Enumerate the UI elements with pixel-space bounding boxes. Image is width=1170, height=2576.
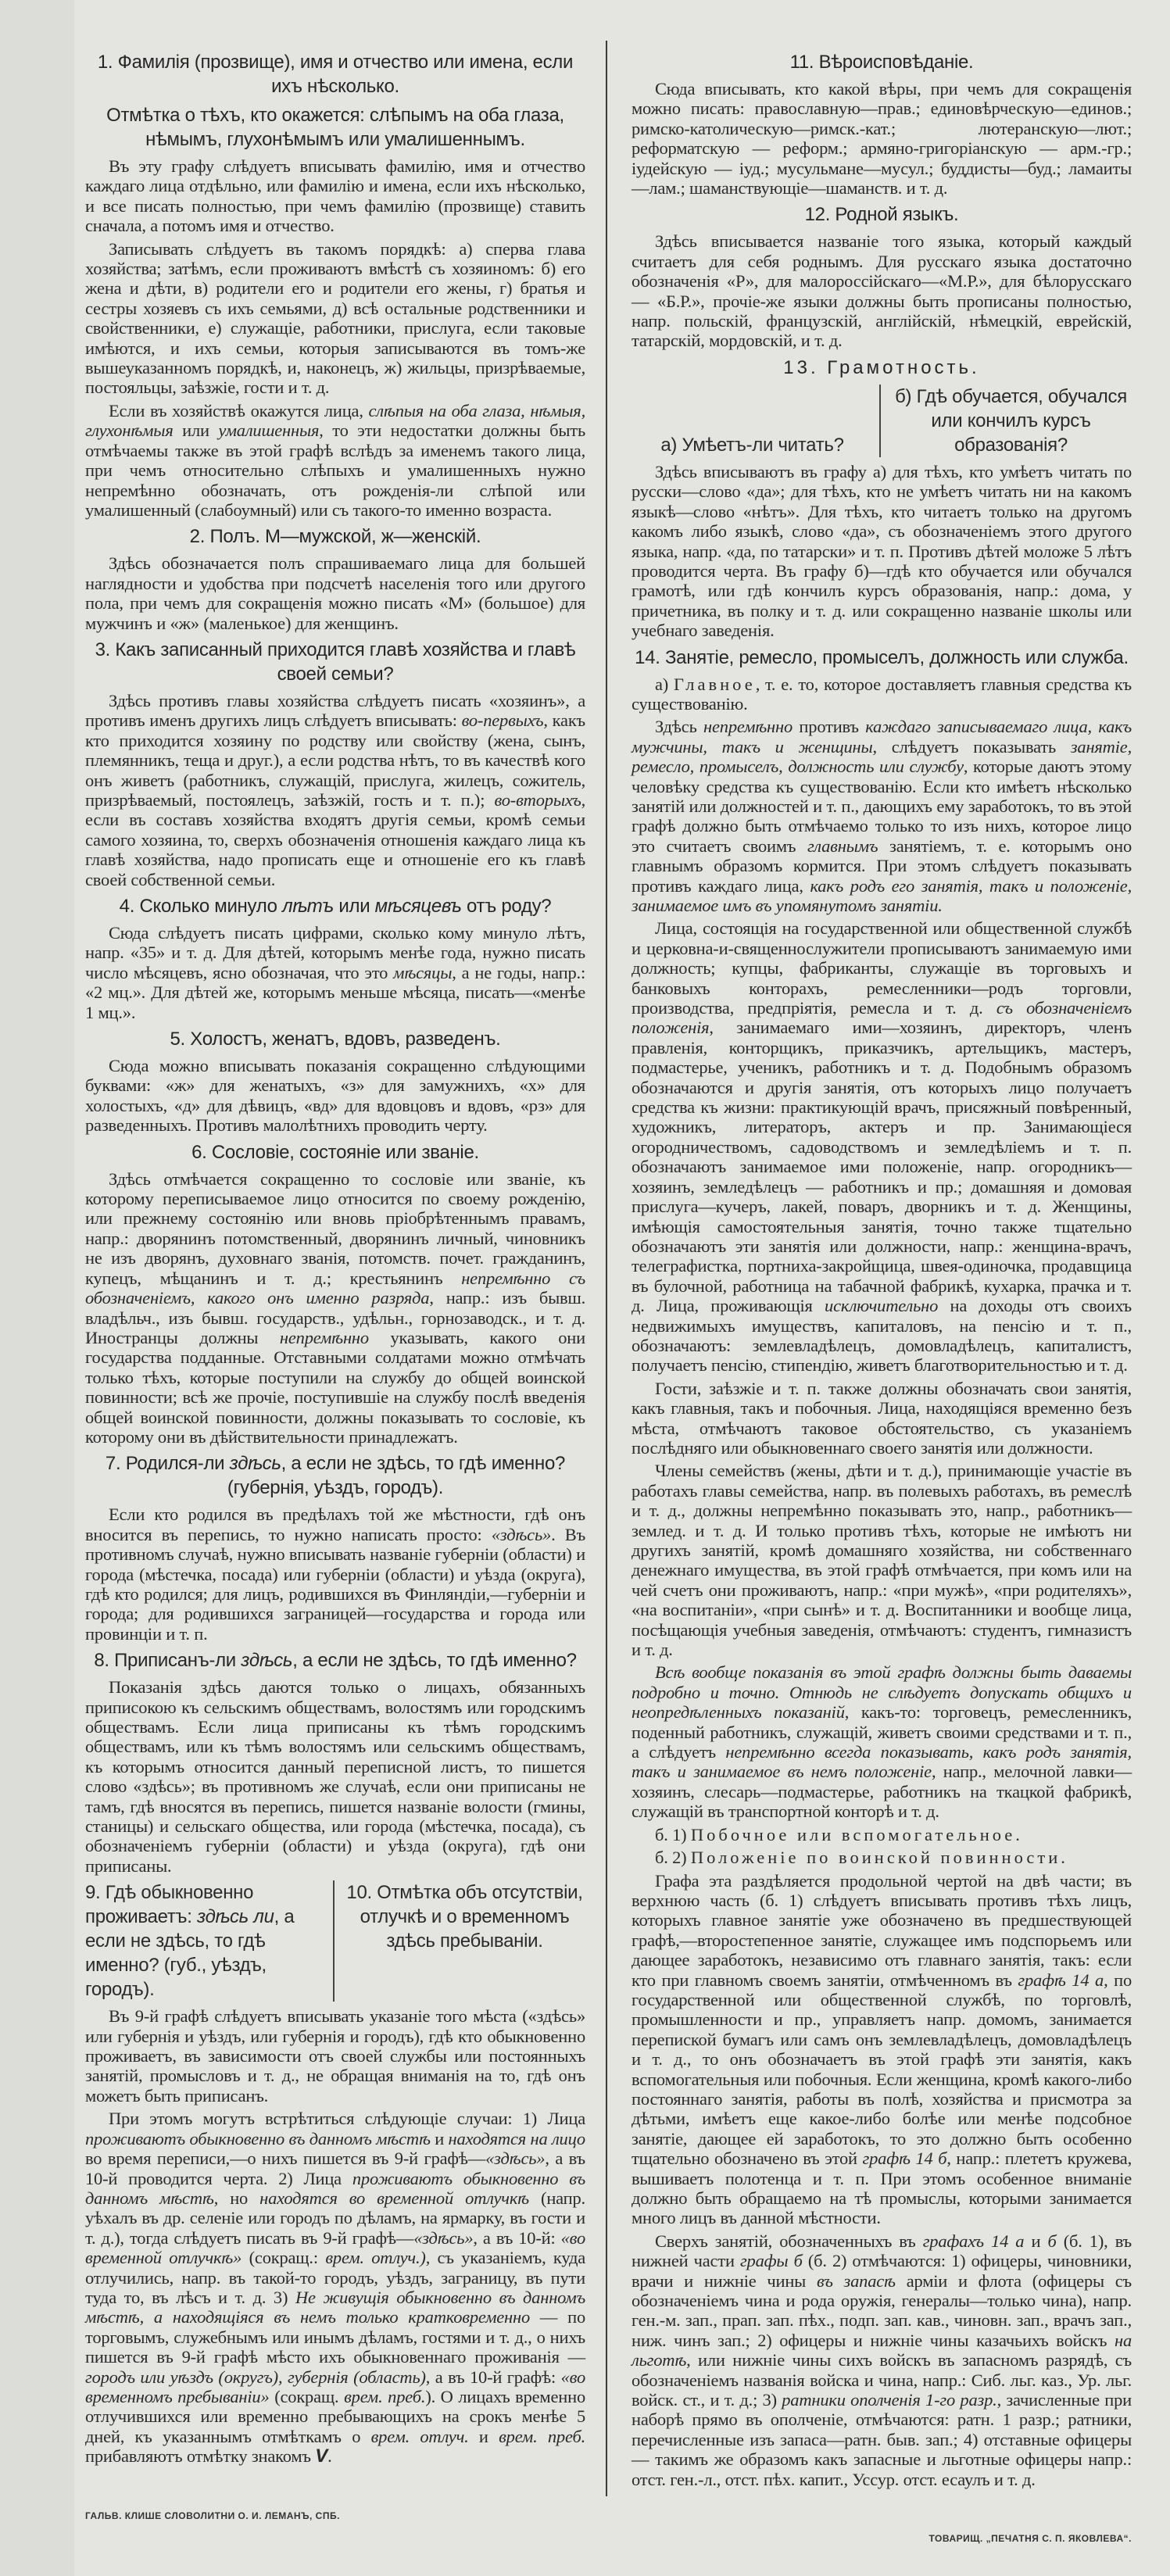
paragraph: [85, 2006, 585, 2106]
text-run: ). О лицахъ временно отлучившихся или временно пребывающихъ на срокъ менѣе 5 дней, къ указаннымъ отмѣткамъ о: [85, 2386, 585, 2446]
spaced-text-run: Побочное или вспомогательное.: [690, 1824, 1023, 1844]
paragraph: [632, 1379, 1132, 1458]
text-run: на доходы отъ своихъ недвижимыхъ имуществъ, капиталовъ, на пенсію и т. п., обозначаютъ: землевладѣлецъ, домовладѣлецъ, капиталистъ, получаетъ пенсію, стипендію, живетъ благотворительностью и т. д.: [632, 1296, 1132, 1376]
section-heading: [85, 103, 585, 152]
paragraph: [632, 462, 1132, 641]
checkmark-sign: V: [315, 2445, 328, 2467]
text-run: , а въ 10-й графѣ:: [425, 2367, 561, 2387]
text-run: прибавляютъ отмѣтку знакомъ: [85, 2446, 316, 2467]
section-heading: [85, 524, 585, 549]
text-run: 5. Холостъ, женатъ, вдовъ, разведенъ.: [170, 1029, 501, 1050]
text-run: или: [173, 420, 219, 441]
italic-text-run: мѣсяцевъ: [374, 896, 462, 917]
italic-text-run: графы б: [739, 2251, 803, 2271]
text-run: , какъ кто приходится хозяину по родству или свойству (жена, сынъ, племянникъ, теща и друг.), а если родства нѣтъ, то въ качествѣ кого онъ живетъ (работникъ, служащій, прислуга, жилецъ, сожитель, призрѣваемый, постоялецъ, заѣзжій, гость и т. п.);: [85, 710, 585, 810]
text-run: во время переписи,—о нихъ пишется въ 9-й графѣ—: [85, 2148, 486, 2169]
section-heading: [85, 1140, 585, 1165]
text-run: .: [327, 2446, 332, 2467]
text-run: занятіемъ, т. е. которымъ оно главнымъ образомъ кормится. При этомъ слѣдуетъ показывать противъ каждаго лица,: [632, 835, 1132, 896]
text-run: 2. Полъ. М—мужской, ж—женскій.: [189, 526, 481, 548]
text-run: 6. Сословіе, состояніе или званіе.: [191, 1141, 479, 1163]
italic-text-run: проживаютъ обыкновенно въ данномъ мѣстѣ: [85, 2168, 585, 2208]
text-run: 10. Отмѣтка объ отсутствіи, отлучкѣ и о временномъ здѣсь пребываніи.: [346, 1882, 583, 1952]
text-run: , или нижніе чины сихъ войскъ въ запасномъ разрядѣ, съ обозначеніемъ названія войска и чина, напр.: Сиб. льг. каз., Ур. льг. войск. ст., и т. д.; 3): [632, 2350, 1132, 2410]
text-run: Отмѣтка о тѣхъ, кто окажется: слѣпымъ на оба глаза, нѣмымъ, глухонѣмымъ или умалишеннымъ.: [106, 105, 564, 150]
italic-text-run: Не живущія обыкновенно въ данномъ мѣстѣ, а находящіяся въ немъ только кратковременно: [85, 2287, 585, 2327]
italic-text-run: здѣсь ли: [197, 1906, 274, 1928]
text-run: (б. 1), въ нижней части: [632, 2231, 1132, 2271]
text-run: Члены семействъ (жены, дѣти и т. д.), принимающіе участіе въ работахъ главы семейства, напр. въ полевыхъ работахъ, въ ремеслѣ и т. д., должны непремѣнно показывать это, напр., работникъ—землед. и т. д. И только противъ тѣхъ, которые не имѣютъ ни другихъ занятій, кромѣ домашняго хозяйства, ни собственнаго денежнаго имущества, въ этой графѣ отмѣчается, при комъ или на чей счетъ они проживаютъ, напр.: «при мужѣ», «при родителяхъ», «на воспитаніи», «при сынѣ» и т. д. Воспитанники и вообще лица, посѣщающія учебныя заведенія, отмѣчаютъ: студентъ, гимназистъ и т. д.: [632, 1461, 1132, 1660]
italic-text-run: слѣпыя на оба глаза, нѣмыя, глухонѣмыя: [85, 400, 585, 441]
italic-text-run: «во временномъ пребываніи»: [85, 2367, 585, 2406]
text-run: , занимаемаго ими—хозяинъ, директоръ, членъ правленія, конторщикъ, приказчикъ, артельщикъ, мастеръ, подмастерье, ученикъ, работникъ и т. д. Подобнымъ образомъ обозначаются и другія занятія, отъ которыхъ лицо получаетъ средства къ жизни: практикующій врачъ, присяжный повѣренный, художникъ, литераторъ, актеръ и пр. Занимающіеся огородничествомъ, садоводствомъ и земледѣліемъ и т. п. обозначаютъ занимаемое ими положеніе, напр. огородникъ—хозяинъ, земледѣлецъ — работникъ и пр.; домашняя и домовая прислуга—кучеръ, лакей, поваръ, дворникъ и т. д. Женщины, имѣющія самостоятельныя занятія, точно также тщательно обозначаютъ эти занятія или должности, напр.: женщина-врачъ, телеграфистка, портниха-закройщица, швея-одиночка, продавщица въ булочной, работница на табачной фабрикѣ, кухарка, прачка и т. д. Лица, проживающія: [632, 1018, 1132, 1316]
paragraph: [632, 1461, 1132, 1659]
text-run: , по государственной или общественной службѣ, по торговлѣ, промышленности и пр., управляетъ напр. домомъ, занимается перепиской бумагъ или самъ онъ землевладѣлецъ, домовладѣлецъ и т. д., то онъ обозначаетъ въ этой графѣ эти занятія, какъ вспомогательныя или побочныя. Если женщина, кромѣ какого-либо постояннаго занятія, работы въ полѣ, хозяйства и присмотра за дѣтьми, имѣетъ еще какое-либо болѣе или менѣе подсобное занятіе, дающее ей заработокъ, то это должно быть особенно тщательно обозначено въ этой: [632, 1970, 1132, 2169]
italic-text-run: на льготѣ: [632, 2330, 1132, 2370]
section-heading: [85, 50, 585, 98]
section-heading: [85, 1648, 585, 1673]
italic-text-run: лѣтъ: [282, 896, 335, 917]
text-run: При этомъ могутъ встрѣтиться слѣдующіе случаи: 1) Лица: [109, 2109, 585, 2129]
text-run: Здѣсь противъ главы хозяйства слѣдуетъ писать «хозяинъ», а противъ именъ другихъ лицъ слѣдуетъ вписывать:: [85, 690, 585, 731]
text-run: б) Гдѣ обучается, обучался или кончилъ курсъ образованія?: [895, 385, 1127, 456]
text-run: арміи и флота (офицеры съ обозначеніемъ чина и рода оружія, генералы—только чина), напр. ген.-м. зап., прап. зап. пѣх., подп. зап. кав., чиновн. зап., врачъ зап., ниж. чинъ зап.; 2) офицеры и нижніе чины казачьихъ войскъ: [632, 2270, 1132, 2350]
text-run: а) Умѣетъ-ли читать?: [660, 434, 844, 456]
italic-text-run: графѣ 14 а: [1018, 1970, 1104, 1990]
italic-text-run: графѣ 14 б: [862, 2148, 947, 2169]
italic-text-run: ратники ополченія 1-го разр.: [782, 2390, 997, 2410]
split-heading-left-text: [660, 433, 843, 457]
italic-text-run: находятся во временной отлучкѣ: [259, 2188, 529, 2208]
italic-text-run: непремѣнно всегда показывать, какъ родъ занятія, такъ и занимаемое въ немъ положеніе: [632, 1742, 1132, 1782]
split-heading: [85, 1880, 585, 2002]
text-run: Лица, состоящія на государственной или общественной службѣ и церковна-и-священнослужители прописываютъ занимаемую ими должность; купцы, фабриканты, служащіе въ торговыхъ и банковыхъ конторахъ, ремесленники—родъ торговли, производства, предпріятія, ремесла и т. д.: [632, 918, 1132, 1018]
text-run: 14. Занятіе, ремесло, промыселъ, должность или служба.: [635, 646, 1129, 668]
text-run: Гости, заѣзжіе и т. п. также должны обозначать свои занятія, какъ главныя, такъ и побочныя. Лица, находящіяся временно безъ мѣста, отмѣчаютъ таковое обстоятельство, съ указаніемъ послѣдняго или обыкновеннаго своего занятія или должности.: [632, 1378, 1132, 1458]
text-run: , а не годы, напр.: «2 мц.». Для дѣтей же, которымъ меньше мѣсяца, писать—«менѣе 1 мц.».: [85, 962, 586, 1022]
text-run: , напр., мелочной лавки—хозяинъ, слесарь—подмастерье, работникъ на ткацкой фабрикѣ, служащій въ транспортной конторѣ и т. д.: [632, 1762, 1132, 1822]
text-run: , а въ 10-й:: [473, 2227, 561, 2248]
split-heading-right: [881, 385, 1132, 457]
text-run: — по торговымъ, служебнымъ или инымъ дѣламъ, гостями и т. д., о нихъ пишется въ 9-й графѣ мѣсто ихъ обыкновеннаго проживанія —: [85, 2307, 585, 2367]
text-run: Здѣсь вписываютъ въ графу а) для тѣхъ, кто умѣетъ читать по русски—слово «да»; для тѣхъ, кто не умѣетъ читать ни на какомъ языкѣ—слово «нѣтъ». Для тѣхъ, кто читаетъ только на другомъ какомъ либо языкѣ, слово «да», съ обозначеніемъ этого другого языка, напр. «да, по татарски» и т. п. Противъ дѣтей моложе 5 лѣтъ проводится черта. Въ графу б)—гдѣ кто обучается или обучался грамотѣ, или гдѣ кончилъ курсъ образованія, напр.: дома, у причетника, въ полку и т. д. или сокращенно названіе школы или учебнаго заведенія.: [632, 461, 1132, 641]
text-run: отъ роду?: [461, 896, 552, 917]
paragraph: [632, 231, 1132, 350]
paragraph: [85, 1056, 585, 1136]
italic-text-run: главнымъ: [807, 835, 878, 856]
section-heading: [85, 1451, 585, 1500]
text-run: Графа эта раздѣляется продольной чертой на двѣ части; въ верхнюю часть (б. 1) слѣдуетъ вписывать противъ тѣхъ лицъ, которыхъ главное занятіе уже обозначено въ предшествующей графѣ,—второстепенное занятіе, служащее имъ подспорьемъ или дающее заработокъ, независимо отъ главнаго занятія, такъ: если кто при главномъ своемъ занятіи, отмѣченномъ въ: [632, 1870, 1132, 1990]
paragraph: [85, 156, 585, 236]
spaced-text-run: Положеніе по воинской повинности.: [690, 1848, 1068, 1868]
text-run: б. 2): [655, 1848, 691, 1868]
text-run: (сокращ.:: [242, 2248, 326, 2268]
italic-text-run: мѣсяцы: [393, 962, 453, 982]
paragraph: [632, 79, 1132, 198]
printer-imprint-right: ТОВАРИЩ. „ПЕЧАТНЯ С. П. ЯКОВЛЕВА“.: [928, 2533, 1132, 2545]
paragraph: [632, 674, 1132, 714]
paragraph: [85, 401, 585, 520]
paragraph: [85, 1677, 585, 1876]
italic-text-run: здѣсь: [241, 1650, 293, 1672]
paragraph: [632, 1848, 1132, 1867]
text-run: , напр.: изъ бывш. владѣльч., изъ бывш. государств., удѣльн., горнозаводск., и т. д. Иностранцы должны: [85, 1288, 585, 1347]
italic-text-run: съ обозначеніемъ положенія: [632, 998, 1132, 1038]
text-run: , то эти недостатки должны быть отмѣчаемы также въ этой графѣ вслѣдъ за именемъ такого лица, при чемъ относительно слѣпыхъ и умалишенныхъ нужно непремѣнно обозначать, отъ рожденія-ли слѣпой или умалишенный (слабоумный) или съ такого-то именно возраста.: [85, 420, 586, 520]
text-run: Здѣсь обозначается полъ спрашиваемаго лица для большей наглядности и удобства при подсчетѣ населенія того или другого пола, при чемъ для сокращенія можно писать «М» (большое) для мужчинъ и «ж» (маленькое) для женщинъ.: [85, 553, 585, 633]
italic-text-run: во-вторыхъ: [494, 789, 581, 810]
right-column: [632, 45, 1132, 2545]
text-run: , а въ 10-й проводится черта. 2) Лица: [85, 2148, 585, 2188]
italic-text-run: б: [1047, 2231, 1057, 2251]
text-run: а): [655, 674, 674, 694]
text-run: , а если не здѣсь, то гдѣ именно? (губернія, уѣздъ, городъ).: [227, 1453, 566, 1499]
text-run: , если въ составъ хозяйства входятъ другія семьи, кромѣ семьи самого хозяина, то, сверхъ обозначенія отношенія каждаго лица къ главѣ хозяйства, надо прописать еще и отношеніе его къ главѣ своей собственной семьи.: [85, 789, 585, 889]
paragraph: [632, 918, 1132, 1375]
paragraph: [85, 553, 585, 633]
italic-text-run: графахъ 14 а: [922, 2231, 1025, 2251]
italic-text-run: городъ или уѣздъ (округъ), губернія (область): [85, 2367, 426, 2387]
paragraph: [632, 1662, 1132, 1821]
italic-text-run: «здѣсь»: [485, 2148, 546, 2169]
text-run: Здѣсь: [655, 717, 704, 737]
text-run: Сюда можно вписывать показанія сокращенно слѣдующими буквами: «ж» для женатыхъ, «з» для замужнихъ, «х» для холостыхъ, «д» для дѣвицъ, «вд» для вдовцовъ и вдовъ, «рз» для разведенныхъ. Противъ малолѣтнихъ проводить черту.: [85, 1056, 585, 1136]
italic-text-run: умалишенныя: [218, 420, 320, 441]
text-run: Если кто родился въ предѣлахъ той же мѣстности, гдѣ онъ вносится въ перепись, то нужно написать просто:: [85, 1504, 585, 1544]
italic-text-run: «здѣсь»: [491, 1524, 552, 1544]
text-run: Въ эту графу слѣдуетъ вписывать фамилію, имя и отчество каждаго лица отдѣльно, или фамилію и имена, если ихъ нѣсколько, и все писать полностью, при чемъ фамилію (прозвище) ставить сначала, а потомъ имя и отчество.: [85, 156, 585, 236]
spaced-text-run: 13. Грамотность.: [783, 356, 980, 378]
text-run: , а если не здѣсь, то гдѣ именно? (губ., уѣздъ, городъ).: [85, 1906, 295, 2001]
section-heading: [632, 356, 1132, 380]
paragraph: [632, 1825, 1132, 1844]
spaced-text-run: Главное: [673, 674, 756, 694]
italic-text-run: проживаютъ обыкновенно въ данномъ мѣстѣ: [85, 2128, 431, 2148]
text-run: противъ: [793, 717, 866, 737]
paragraph: [85, 239, 585, 398]
italic-text-run: непремѣнно: [279, 1327, 369, 1347]
text-run: Сюда вписывать, кто какой вѣры, при чемъ для сокращенія можно писать: православную—прав.; единовѣрческую—единов.; римско-католическую—римск.-кат.; лютеранскую—лют.; реформатскую — реформ.; армяно-григоріанскую — арм.-гр.; іудейскую — іуд.; мусульмане—мусул.; буддисты—буд.; ламаиты—лам.; шаманствующіе—шаманств. и т. д.: [632, 79, 1132, 199]
printer-imprint-left: ГАЛЬВ. КЛИШЕ СЛОВОЛИТНИ О. И. ЛЕМАНЪ, СПБ.: [85, 2510, 340, 2521]
text-run: , слѣдуетъ показывать: [872, 736, 1071, 757]
text-run: и: [468, 2426, 499, 2446]
text-run: , напр.: плететъ кружева, вышиваетъ полотенца и т. п. При этомъ особенное вниманіе должно быть обращаемо на тѣ промыслы, которыми занимается много лицъ въ данной мѣстности.: [632, 2148, 1132, 2228]
italic-text-run: во-первыхъ: [461, 710, 544, 731]
text-run: и: [1024, 2231, 1048, 2251]
italic-text-run: каждаго записываемаго лица, какъ мужчины, такъ и женщины: [632, 717, 1132, 757]
text-run: 9. Гдѣ обыкновенно проживаетъ:: [85, 1882, 254, 1928]
section-heading: [632, 202, 1132, 227]
text-run: (сокращ.: [269, 2386, 345, 2406]
section-heading: [85, 894, 585, 918]
paragraph: [632, 2231, 1132, 2489]
text-run: (б. 2) отмѣчаются: 1) офицеры, чиновники, врачи и нижніе чины: [632, 2251, 1132, 2291]
text-run: , но: [213, 2188, 260, 2208]
text-run: 4. Сколько минуло: [119, 896, 283, 917]
italic-text-run: въ запасѣ: [816, 2270, 896, 2291]
text-run: 8. Приписанъ-ли: [94, 1650, 242, 1672]
text-run: , которые даютъ этому человѣку средства къ существованію. Если кто имѣетъ нѣсколько занятій или должностей и т. п., дающихъ ему заработокъ, то въ этой графѣ должно быть отмѣчаемо только то изъ нихъ, которое лицо это считаетъ своимъ: [632, 757, 1132, 856]
italic-text-run: непремѣнно съ обозначеніемъ, какого онъ именно разряда: [85, 1268, 585, 1308]
text-run: 7. Родился-ли: [105, 1453, 230, 1475]
text-run: указывать, какого они государства подданные. Отставными солдатами можно отмѣчать только тѣхъ, которые поступили на службу до общей воинской повинности; всѣ же прочіе, поступившіе на службу послѣ введенія общей воинской повинности, должны показывать то сословіе, къ которому они въ дѣйствительности принадлежатъ.: [85, 1327, 585, 1447]
paragraph: [85, 1169, 585, 1447]
italic-text-run: врем. отлуч.): [325, 2248, 426, 2268]
text-run: , т. е. то, которое доставляетъ главныя средства къ существованію.: [632, 674, 1132, 714]
text-run: Записывать слѣдуетъ въ такомъ порядкѣ: а) сперва глава хозяйства; затѣмъ, если проживаютъ вмѣстѣ съ хозяиномъ: б) его жена и дѣти, в) родители его и родители его жены, г) братья и сестры хозяевъ съ ихъ семьями, д) всѣ остальные родственники и свойственники, е) служащіе, работники, прислуга, если таковые имѣются, и ихъ семьи, которыя записываются въ томъ-же вышеуказанномъ порядкѣ, и, наконецъ, ж) жильцы, призрѣваемые, постояльцы, заѣзжіе, гости и т. д.: [85, 238, 585, 398]
italic-text-run: врем. преб.: [499, 2426, 586, 2446]
text-run: Сюда слѣдуетъ писать цифрами, сколько кому минуло лѣтъ, напр. «35» и т. д. Для дѣтей, которымъ менѣе года, нужно писать число мѣсяцевъ, ясно обозначая, что это: [85, 923, 585, 982]
italic-text-run: врем. отлуч.: [370, 2426, 469, 2446]
text-run: 3. Какъ записанный приходится главѣ хозяйства и главѣ своей семьи?: [95, 639, 576, 685]
text-run: и: [430, 2128, 449, 2148]
section-heading: [85, 638, 585, 686]
italic-text-run: какъ родъ его занятія, такъ и положеніе, занимаемое имъ въ упомянутомъ занятіи.: [632, 875, 1132, 915]
text-run: Сверхъ занятій, обозначенныхъ въ: [655, 2231, 923, 2251]
split-heading-left-text: [85, 1882, 294, 2000]
italic-text-run: занятіе, ремесло, промыселъ, должность или службу: [632, 736, 1132, 777]
text-run: 11. Вѣроисповѣданіе.: [789, 52, 974, 73]
split-heading-right: [335, 1880, 585, 2002]
section-heading: [632, 646, 1132, 670]
text-run: , зачисленные при наборѣ прямо въ ополченіе, отмѣчаются: ратн. 1 разр.; ратники, перечисленные изъ запаса—ратн. быв. зап.; 4) отставные офицеры — такимъ же образомъ какъ запасные и льготные офицеры напр.: отст. ген.-л., отст. пѣх. капит., Уссур. отст. есаулъ и т. д.: [632, 2390, 1132, 2489]
text-run: Здѣсь отмѣчается сокращенно то сословіе или званіе, къ которому переписываемое лицо относится по своему рожденію, или прежнему состоянію или вновь пріобрѣтеннымъ правамъ, напр.: дворянинъ потомственный, дворянинъ личный, чиновникъ не изъ дворянъ, духовнаго званія, потомств. почет. гражданинъ, купецъ, мѣщанинъ и т. д.; крестьянинъ: [85, 1168, 585, 1288]
section-heading: [85, 1027, 585, 1051]
split-heading-left: [85, 1880, 335, 2002]
text-run: Здѣсь вписывается названіе того языка, который каждый считаетъ для себя роднымъ. Для русскаго языка достаточно обозначенія «Р», для малороссійскаго—«М.Р.», для бѣлорусскаго — «Б.Р.», прочіе-же языки должны быть прописаны полностью, напр. польскій, французскій, англійскій, нѣмецкій, еврейскій, татарскій, мордовскій, и т. д.: [632, 231, 1132, 351]
text-run: , съ указаніемъ, куда отлучились, напр. въ такой-то городъ, уѣздъ, заграницу, въ пути туда то, въ лѣсъ и т. д. 3): [85, 2248, 586, 2307]
text-run: 1. Фамилія (прозвище), имя и отчество или имена, если ихъ нѣсколько.: [97, 52, 574, 97]
page-shading: [0, 0, 74, 2576]
text-run: , а если не здѣсь, то гдѣ именно?: [292, 1650, 577, 1672]
italic-text-run: Всѣ вообще показанія въ этой графѣ должны быть даваемы подробно и точно. Отнюдь не слѣдуетъ допускать общихъ и неопредѣленныхъ показаній: [632, 1662, 1132, 1723]
column-divider: [606, 41, 607, 2496]
text-run: Въ 9-й графѣ слѣдуетъ вписывать указаніе того мѣста («здѣсь» или губернія и уѣздъ, или губернія и городъ), гдѣ кто обыкновенно проживаетъ, въ зависимости отъ своей службы или постоянныхъ занятій, промысловъ и т. д., не обращая вниманія на то, гдѣ онъ можетъ быть приписанъ.: [85, 2006, 585, 2106]
italic-text-run: «здѣсь»: [413, 2227, 474, 2248]
text-run: 12. Родной языкъ.: [804, 204, 959, 226]
paragraph: [632, 717, 1132, 915]
text-run: б. 1): [655, 1824, 691, 1844]
left-column: [85, 45, 585, 2522]
italic-text-run: здѣсь: [229, 1453, 281, 1475]
italic-text-run: врем. преб.: [344, 2386, 426, 2406]
text-run: (напр. уѣхалъ въ др. селеніе или городъ по дѣламъ, на ярмарку, въ гости и т. д.), тогда слѣдуетъ писать въ 9-й графѣ—: [85, 2188, 585, 2248]
italic-text-run: непремѣнно: [703, 717, 793, 737]
paragraph: [85, 923, 585, 1022]
paragraph: [85, 2109, 585, 2466]
text-run: , какъ-то: торговецъ, ремесленникъ, поденный работникъ, служащій, живетъ своими средствами и т. п., а слѣдуетъ: [632, 1702, 1132, 1762]
paragraph: [85, 1504, 585, 1644]
section-heading: [632, 50, 1132, 74]
split-heading-left: [632, 385, 881, 457]
text-run: Если въ хозяйствѣ окажутся лица,: [109, 400, 369, 420]
text-run: или: [334, 896, 375, 917]
text-run: Показанія здѣсь даются только о лицахъ, обязанныхъ приписокою къ сельскимъ обществамъ, волостямъ или городскимъ обществамъ. Если лица приписаны къ тѣмъ городскимъ обществамъ, или къ тѣмъ волостямъ или сельскимъ обществамъ, къ которымъ относится данный переписной листъ, то пишется слово «здѣсь»; въ противномъ же случаѣ, если они приписаны не тамъ, гдѣ вносятся въ перепись, пишется названіе волости (гмины, станицы) и сельскаго общества, или города (мѣстечка, посада), съ обозначеніемъ губерніи (области) и уѣзда (округа), гдѣ они приписаны.: [85, 1677, 585, 1876]
split-heading: [632, 385, 1132, 457]
italic-text-run: находятся на лицо: [448, 2128, 585, 2148]
paragraph: [85, 691, 585, 889]
paragraph: [632, 1871, 1132, 2228]
text-run: . Въ противномъ случаѣ, нужно вписывать названіе губерніи (области) и города (мѣстечка, посада) или губерніи (области) и уѣзда (округа), гдѣ кто родился; для лицъ, родившихся въ Финляндіи,—губерніи и города; для родившихся заграницей—государства и города или провинціи и т. п.: [85, 1524, 585, 1644]
italic-text-run: исключительно: [825, 1296, 939, 1316]
italic-text-run: «во временной отлучкѣ»: [85, 2227, 585, 2268]
